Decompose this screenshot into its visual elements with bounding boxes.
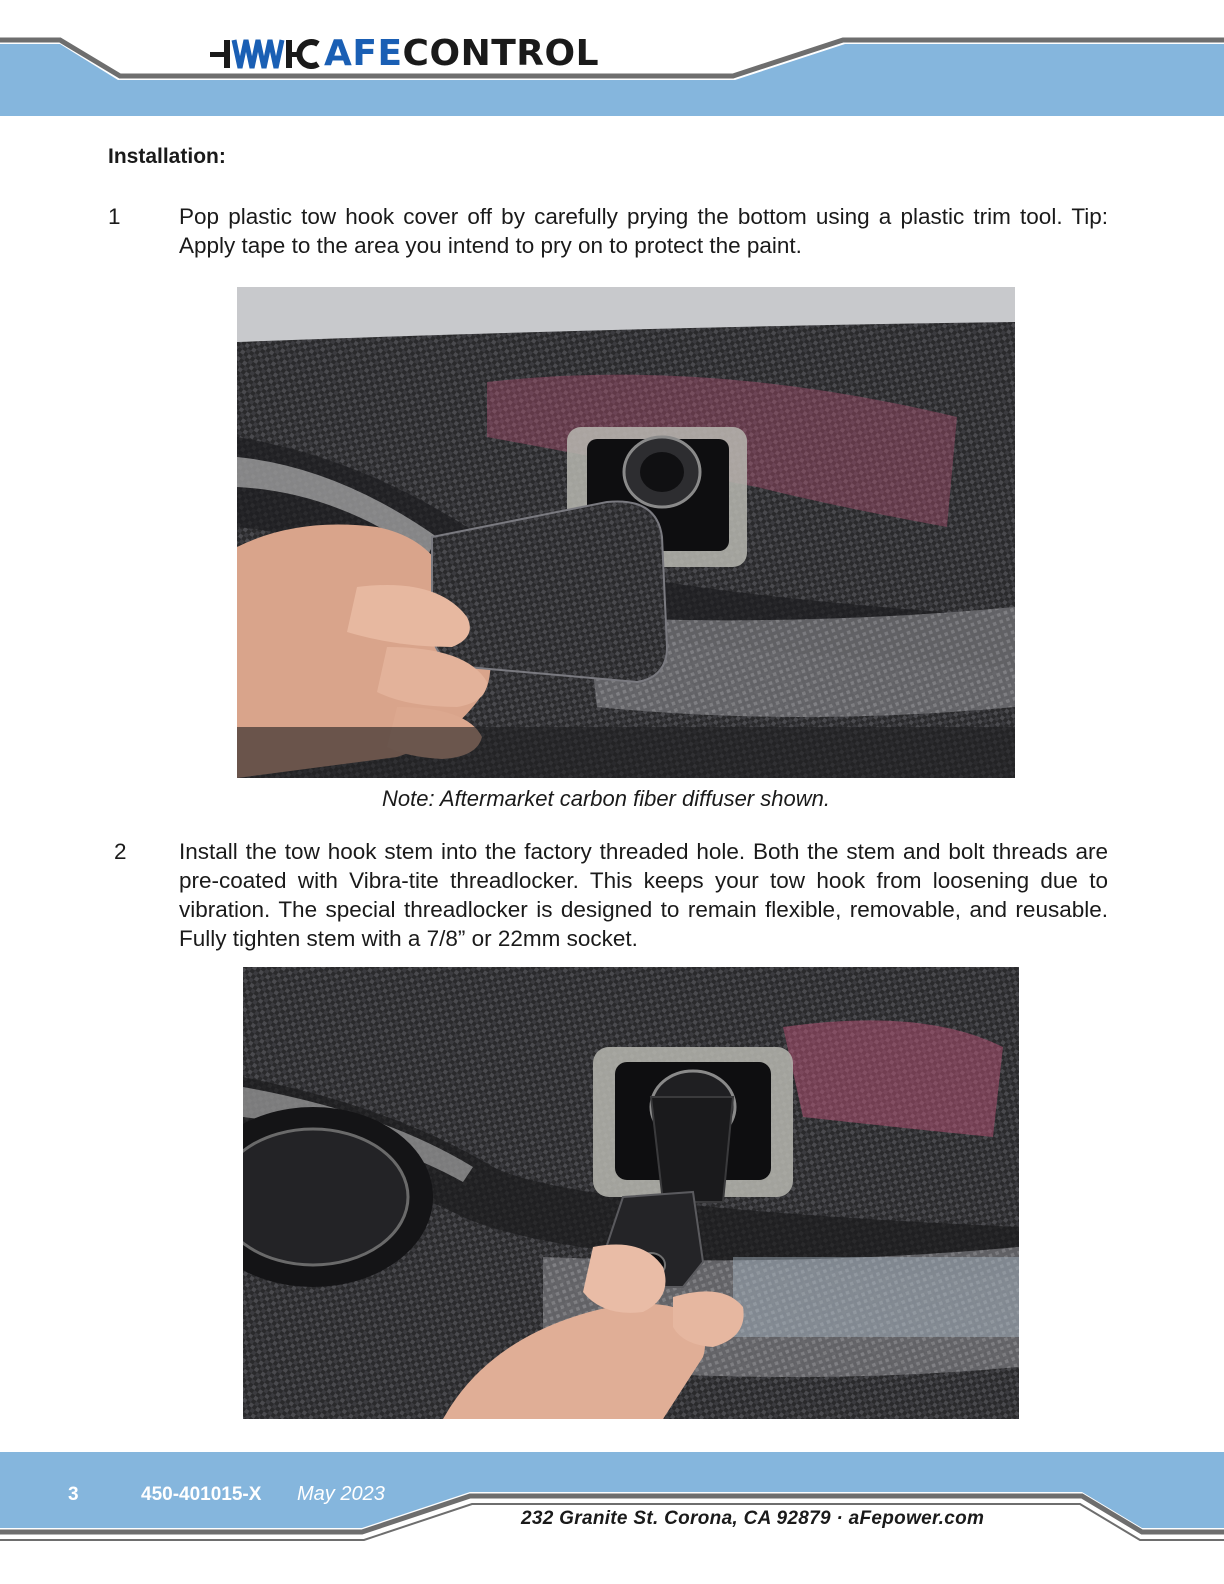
logo-afe-text: AFE	[324, 33, 403, 74]
step-text: Install the tow hook stem into the factory threaded hole. Both the stem and bolt threads are pre-coated with Vibra-tite threadlocker. This keeps your tow hook from loosening due to vibration. The special threadlocker is designed to remain flexible, removable, and reusable. Fully tighten stem with a 7/8” or 22mm socket.	[179, 839, 1108, 951]
tow-hook-stem-install-photo	[243, 967, 1019, 1419]
step-1	[108, 202, 1108, 262]
footer-page-number: 3	[68, 1484, 79, 1505]
footer-part-number: 450-401015-X	[141, 1484, 262, 1505]
header-band	[0, 0, 1224, 116]
photo-caption: Note: Aftermarket carbon fiber diffuser shown.	[382, 786, 830, 811]
step-text: Pop plastic tow hook cover off by carefully prying the bottom using a plastic trim tool. Tip: Apply tape to the area you intend to pry on to protect the paint.	[179, 204, 1108, 258]
footer-address: 232 Granite St. Corona, CA 92879 · aFepower.com	[521, 1508, 985, 1529]
step-2	[108, 837, 1108, 957]
footer-date: May 2023	[297, 1483, 385, 1505]
logo-control-text: CONTROL	[402, 33, 600, 74]
step-number: 1	[108, 204, 121, 229]
afe-spring-mark-icon	[210, 34, 320, 74]
step-number: 2	[114, 839, 127, 864]
tow-hook-cover-removal-photo	[237, 287, 1015, 778]
section-title: Installation:	[108, 145, 226, 168]
afe-control-logo	[210, 34, 599, 74]
